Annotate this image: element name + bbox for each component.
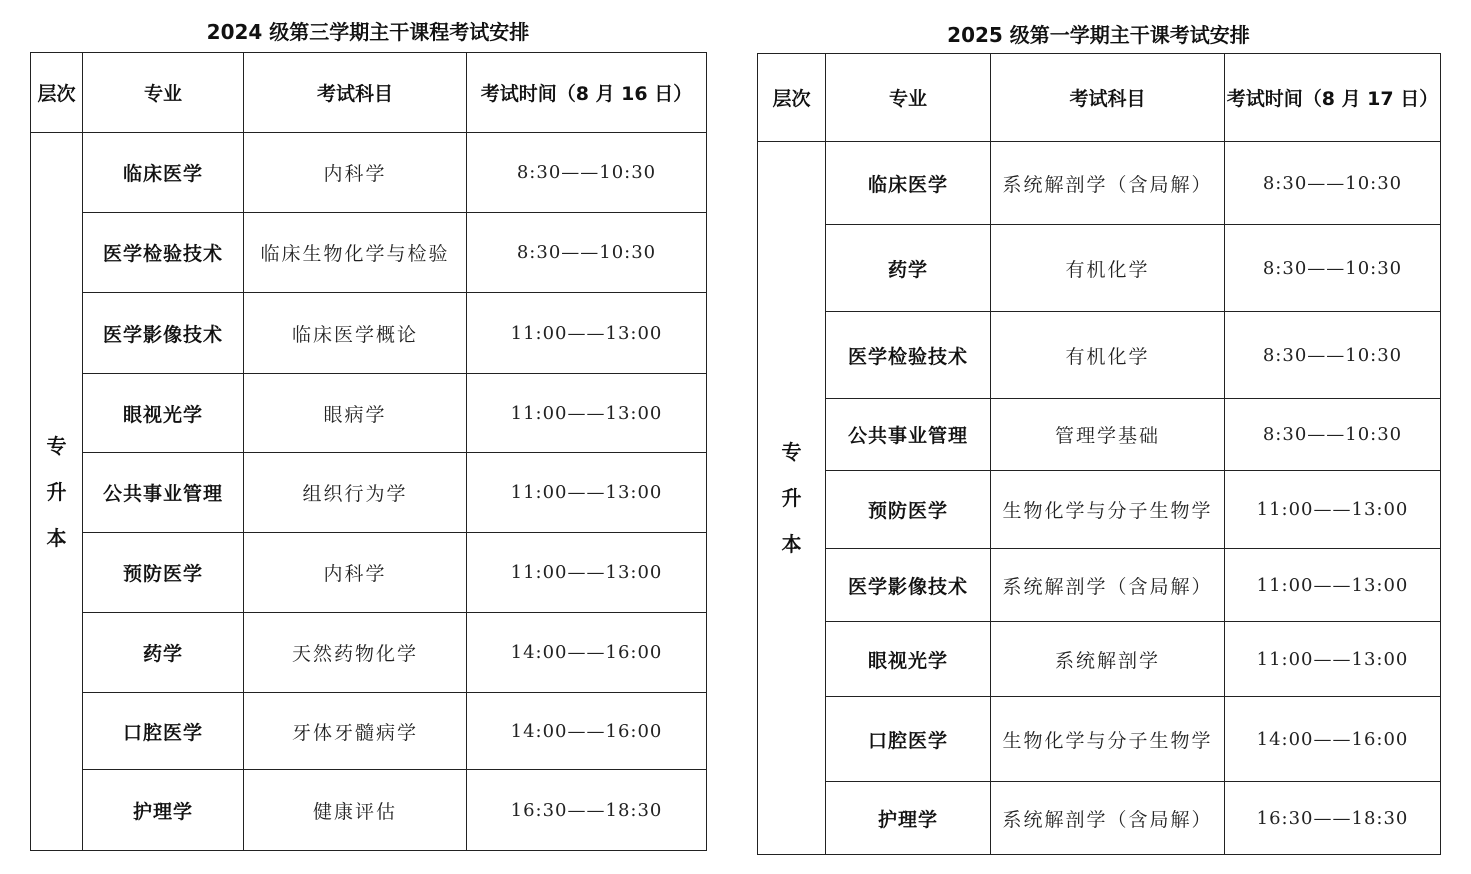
major-cell: 临床医学	[826, 142, 991, 225]
major-cell: 口腔医学	[826, 697, 991, 782]
header-time: 考试时间（8 月 17 日）	[1225, 54, 1441, 142]
header-major: 专业	[83, 53, 244, 133]
major-cell: 公共事业管理	[83, 453, 244, 533]
time-cell: 11:00——13:00	[1225, 471, 1441, 549]
level-cell	[31, 133, 83, 851]
table-row	[31, 770, 707, 851]
time-cell: 14:00——16:00	[467, 693, 707, 770]
subject-cell: 系统解剖学（含局解）	[991, 142, 1225, 225]
major-cell: 护理学	[826, 782, 991, 855]
table-row	[31, 213, 707, 293]
subject-cell: 系统解剖学（含局解）	[991, 549, 1225, 622]
exam-schedule-table-2025	[757, 53, 1441, 855]
header-time: 考试时间（8 月 16 日）	[467, 53, 707, 133]
time-cell: 16:30——18:30	[467, 770, 707, 851]
time-cell: 8:30——10:30	[467, 133, 707, 213]
table-row	[758, 399, 1441, 471]
subject-cell: 有机化学	[991, 225, 1225, 312]
time-cell: 14:00——16:00	[467, 613, 707, 693]
major-cell: 口腔医学	[83, 693, 244, 770]
time-cell: 8:30——10:30	[1225, 399, 1441, 471]
major-cell: 医学检验技术	[83, 213, 244, 293]
major-cell: 医学影像技术	[83, 293, 244, 374]
time-cell: 8:30——10:30	[467, 213, 707, 293]
table-row	[758, 549, 1441, 622]
level-text: 专升本	[46, 433, 67, 550]
major-cell: 医学检验技术	[826, 312, 991, 399]
time-cell: 11:00——13:00	[467, 453, 707, 533]
table-row	[31, 453, 707, 533]
subject-cell: 天然药物化学	[244, 613, 467, 693]
table-header-row	[758, 54, 1441, 142]
header-major: 专业	[826, 54, 991, 142]
major-cell: 临床医学	[83, 133, 244, 213]
time-cell: 8:30——10:30	[1225, 142, 1441, 225]
table-row	[758, 312, 1441, 399]
table-row	[758, 471, 1441, 549]
subject-cell: 系统解剖学	[991, 622, 1225, 697]
table-row	[31, 133, 707, 213]
major-cell: 药学	[826, 225, 991, 312]
table-row	[31, 693, 707, 770]
time-cell: 11:00——13:00	[1225, 549, 1441, 622]
exam-schedule-table-2024	[30, 52, 707, 851]
subject-cell: 牙体牙髓病学	[244, 693, 467, 770]
major-cell: 眼视光学	[826, 622, 991, 697]
subject-cell: 组织行为学	[244, 453, 467, 533]
subject-cell: 生物化学与分子生物学	[991, 697, 1225, 782]
major-cell: 药学	[83, 613, 244, 693]
table-row	[758, 225, 1441, 312]
subject-cell: 眼病学	[244, 374, 467, 453]
subject-cell: 健康评估	[244, 770, 467, 851]
table-row	[31, 533, 707, 613]
time-cell: 11:00——13:00	[467, 533, 707, 613]
time-cell: 11:00——13:00	[467, 374, 707, 453]
time-cell: 11:00——13:00	[1225, 622, 1441, 697]
subject-cell: 系统解剖学（含局解）	[991, 782, 1225, 855]
table-row	[758, 782, 1441, 855]
subject-cell: 生物化学与分子生物学	[991, 471, 1225, 549]
time-cell: 11:00——13:00	[467, 293, 707, 374]
major-cell: 预防医学	[826, 471, 991, 549]
major-cell: 预防医学	[83, 533, 244, 613]
time-cell: 16:30——18:30	[1225, 782, 1441, 855]
time-cell: 8:30——10:30	[1225, 225, 1441, 312]
table-row	[758, 142, 1441, 225]
major-cell: 公共事业管理	[826, 399, 991, 471]
header-level: 层次	[31, 53, 83, 133]
time-cell: 8:30——10:30	[1225, 312, 1441, 399]
subject-cell: 内科学	[244, 533, 467, 613]
table-header-row	[31, 53, 707, 133]
subject-cell: 管理学基础	[991, 399, 1225, 471]
level-cell	[758, 142, 826, 855]
table-row	[758, 697, 1441, 782]
header-level: 层次	[758, 54, 826, 142]
table-row	[758, 622, 1441, 697]
subject-cell: 内科学	[244, 133, 467, 213]
table-row	[31, 374, 707, 453]
subject-cell: 有机化学	[991, 312, 1225, 399]
header-subject: 考试科目	[244, 53, 467, 133]
table-row	[31, 613, 707, 693]
subject-cell: 临床生物化学与检验	[244, 213, 467, 293]
table1-title: 2024 级第三学期主干课程考试安排	[206, 20, 530, 44]
major-cell: 医学影像技术	[826, 549, 991, 622]
table-row	[31, 293, 707, 374]
level-text: 专升本	[781, 440, 802, 556]
major-cell: 护理学	[83, 770, 244, 851]
subject-cell: 临床医学概论	[244, 293, 467, 374]
header-subject: 考试科目	[991, 54, 1225, 142]
major-cell: 眼视光学	[83, 374, 244, 453]
time-cell: 14:00——16:00	[1225, 697, 1441, 782]
table2-title: 2025 级第一学期主干课考试安排	[947, 23, 1250, 47]
